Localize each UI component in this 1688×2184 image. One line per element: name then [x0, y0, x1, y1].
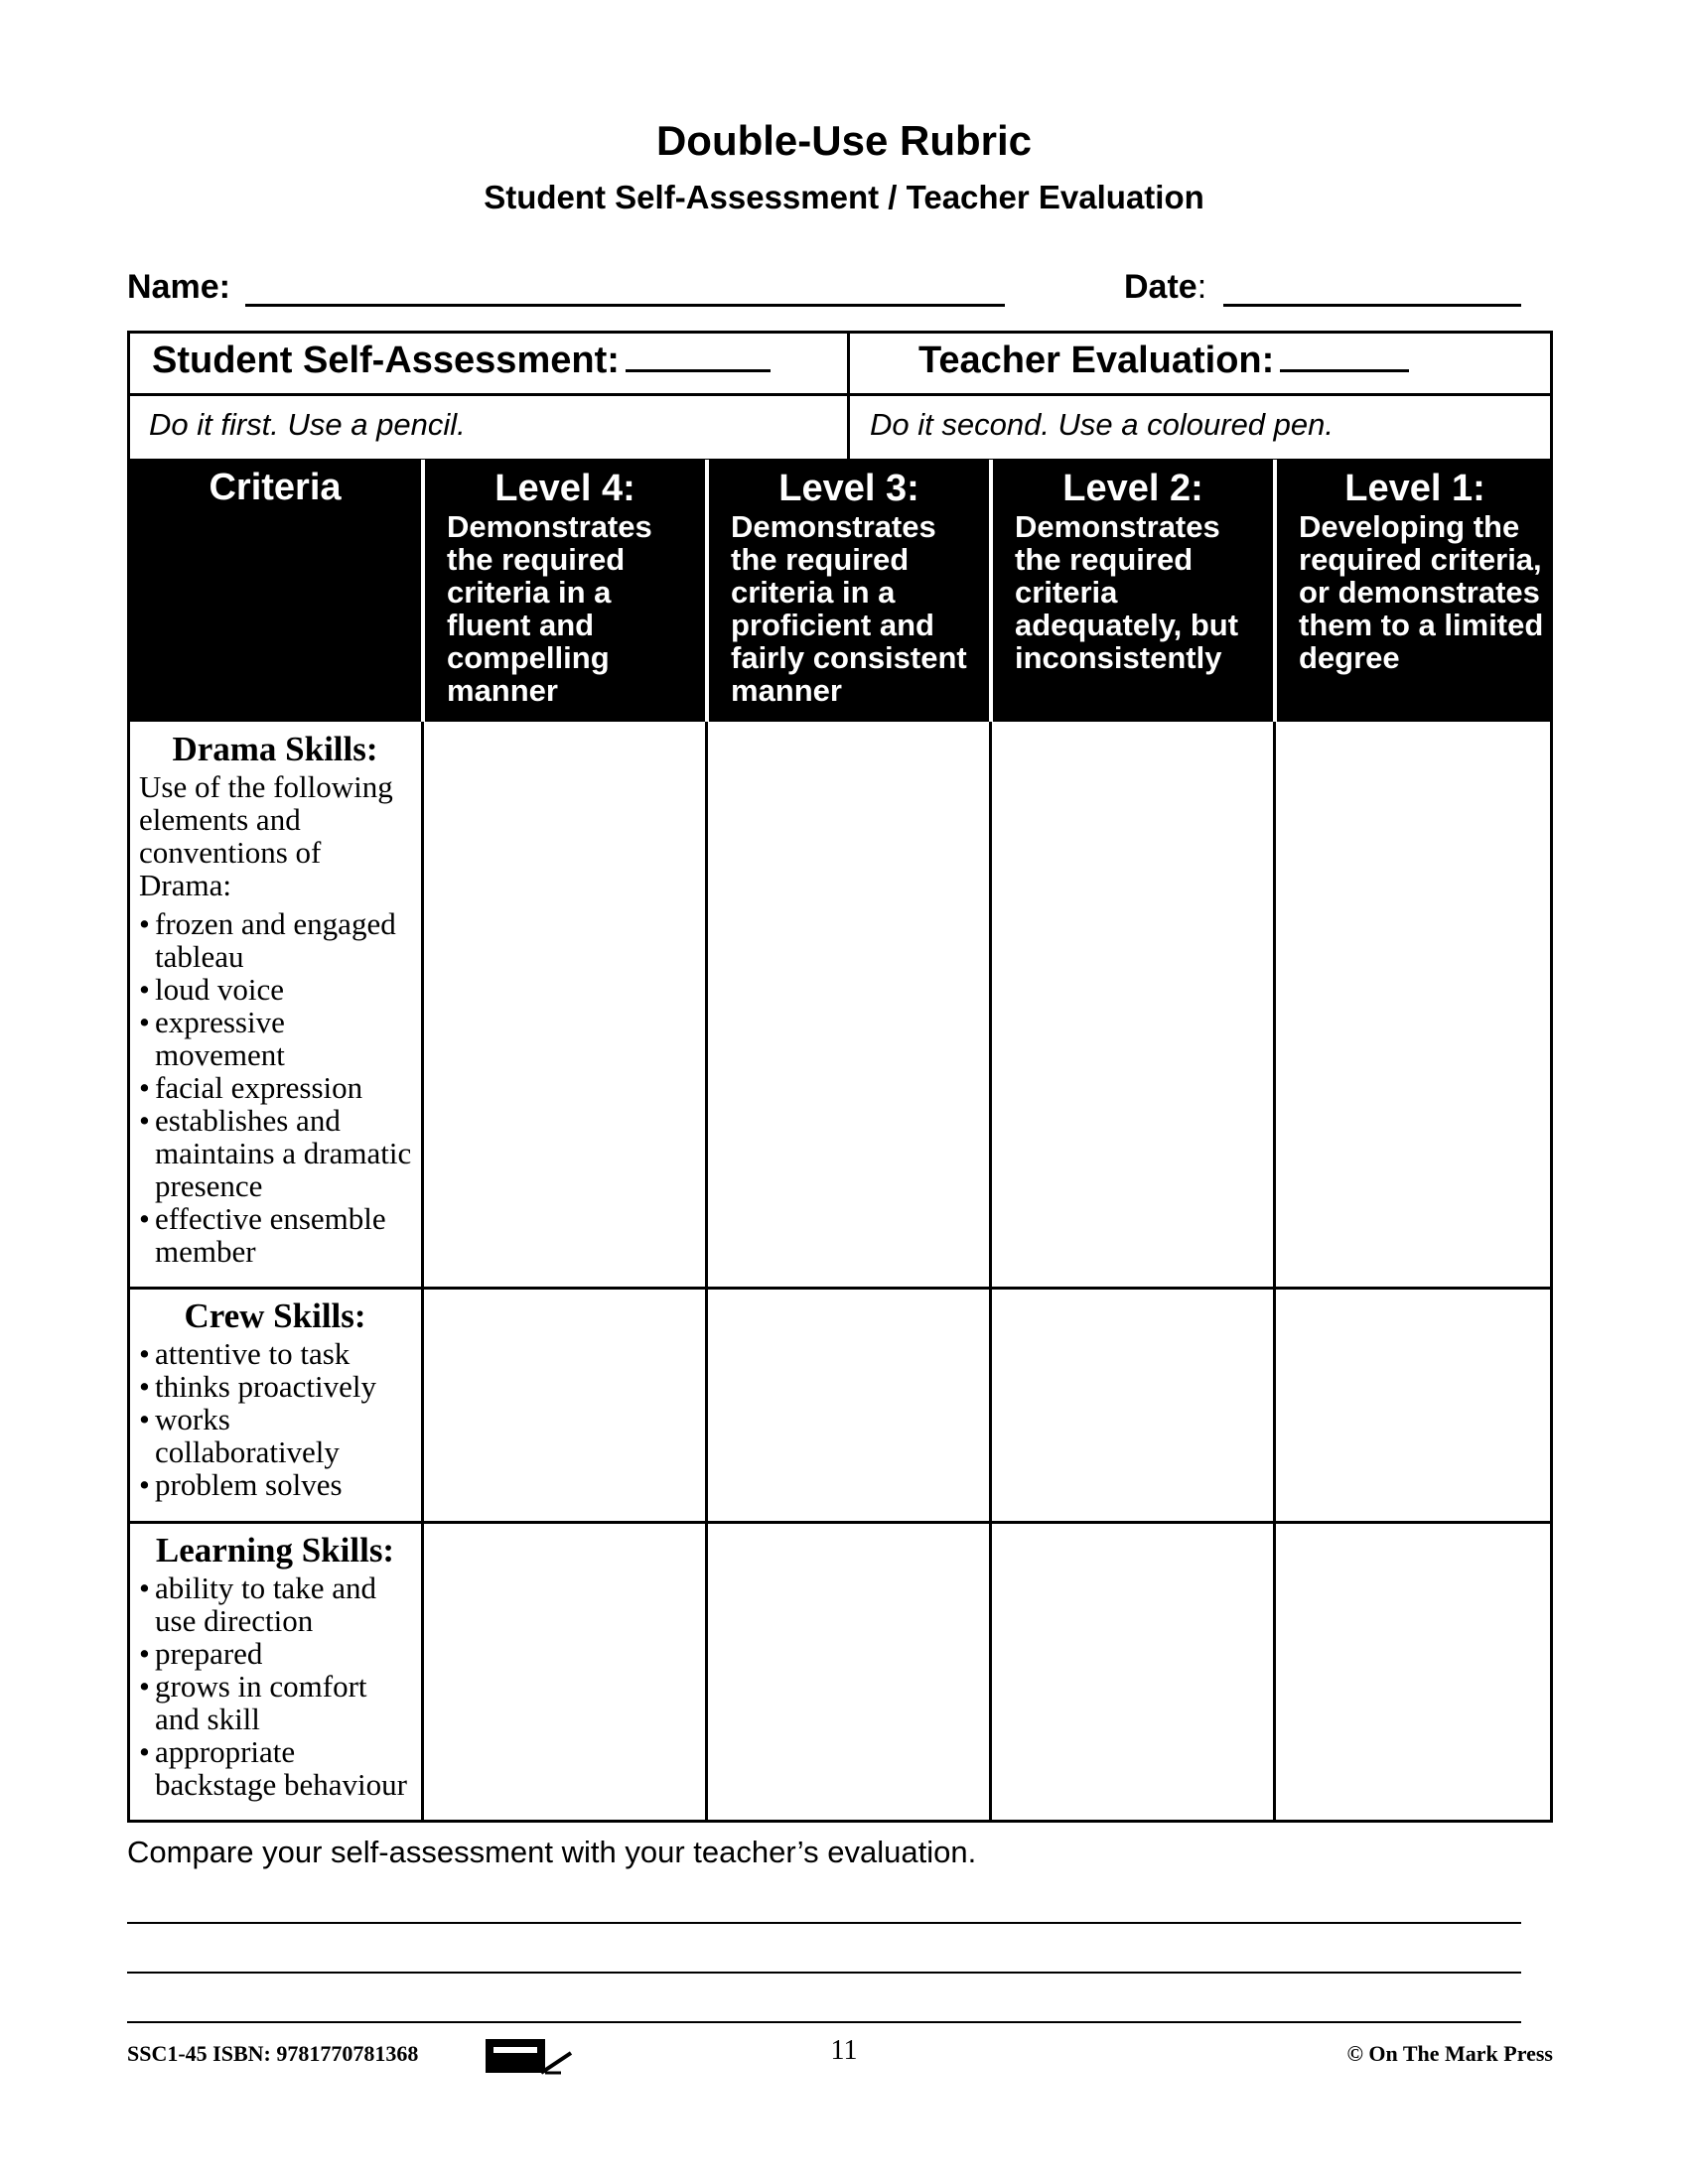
level-2-header	[993, 467, 1273, 674]
level-description: Demonstrates the required criteria in a fluent and compelling manner	[447, 509, 652, 708]
criteria-item: • loud voice	[139, 973, 417, 1006]
drama-skills-criteria	[127, 729, 423, 1268]
page-title: Double-Use Rubric	[655, 117, 1033, 164]
level-title: Level 3:	[778, 468, 919, 509]
student-note: Do it first. Use a pencil.	[149, 407, 466, 442]
teacher-score-field[interactable]	[1280, 340, 1409, 372]
criteria-item: • expressive movement	[139, 1006, 417, 1071]
criteria-item: • establishes and maintains a dramatic presence	[139, 1104, 417, 1202]
student-score-field[interactable]	[626, 340, 771, 372]
criteria-title: Drama Skills:	[172, 730, 378, 768]
level-title: Level 1:	[1344, 468, 1485, 509]
level-description: Demonstrates the required criteria in a proficient and fairly consistent manner	[731, 509, 967, 708]
assessment-divider-horizontal	[127, 393, 1553, 396]
teacher-evaluation-label: Teacher Evaluation:	[918, 340, 1275, 381]
level-title: Level 2:	[1062, 468, 1203, 509]
level-1-header	[1277, 467, 1553, 674]
criteria-item: • grows in comfort and skill	[139, 1670, 417, 1735]
writing-line[interactable]	[127, 1922, 1521, 1924]
footer-product-code: SSC1-45 ISBN: 9781770781368	[127, 2041, 419, 2066]
criteria-item: • facial expression	[139, 1071, 417, 1104]
date-colon: :	[1196, 268, 1207, 306]
criteria-item: • effective ensemble member	[139, 1202, 417, 1268]
criteria-item: • thinks proactively	[139, 1370, 417, 1403]
assessment-divider-vertical	[847, 331, 850, 462]
teacher-note: Do it second. Use a coloured pen.	[870, 407, 1334, 442]
book-pen-icon	[484, 2033, 575, 2077]
compare-instruction: Compare your self-assessment with your teacher’s evaluation.	[127, 1835, 977, 1869]
criteria-item: • appropriate backstage behaviour	[139, 1735, 417, 1801]
level-title: Level 4:	[494, 468, 635, 509]
teacher-evaluation-heading	[918, 340, 1409, 382]
student-self-assessment-heading	[152, 340, 771, 382]
date-label-wrap	[1124, 268, 1206, 307]
level-4-header	[425, 467, 705, 707]
criteria-item: • prepared	[139, 1637, 417, 1670]
date-label: Date	[1124, 268, 1197, 306]
criteria-item: • frozen and engaged tableau	[139, 907, 417, 973]
level-description: Demonstrates the required criteria adequately, but inconsistently	[1015, 509, 1239, 675]
criteria-intro: Use of the following elements and conventions of Drama:	[139, 769, 393, 902]
page-subtitle: Student Self-Assessment / Teacher Evaluation	[484, 179, 1204, 215]
date-field[interactable]	[1223, 304, 1521, 307]
criteria-item: • ability to take and use direction	[139, 1571, 417, 1637]
page-number: 11	[830, 2035, 858, 2066]
writing-line[interactable]	[127, 2021, 1521, 2023]
criteria-title: Learning Skills:	[155, 1531, 395, 1570]
criteria-item: • works collaboratively	[139, 1403, 417, 1468]
criteria-item: • problem solves	[139, 1468, 417, 1501]
student-self-assessment-label: Student Self-Assessment:	[152, 340, 620, 381]
level-3-header	[709, 467, 989, 707]
criteria-item: • attentive to task	[139, 1337, 417, 1370]
criteria-title: Crew Skills:	[184, 1297, 366, 1335]
name-field[interactable]	[245, 304, 1005, 307]
writing-line[interactable]	[127, 1972, 1521, 1974]
learning-skills-criteria	[127, 1530, 423, 1801]
rubric-row-divider	[127, 1521, 1553, 1524]
crew-skills-criteria	[127, 1296, 423, 1501]
criteria-header: Criteria	[209, 467, 342, 508]
footer-publisher: © On The Mark Press	[1346, 2041, 1553, 2066]
level-description: Developing the required criteria, or demonstrates them to a limited degree	[1299, 509, 1544, 675]
name-label: Name:	[127, 268, 230, 306]
rubric-row-divider	[127, 1287, 1553, 1290]
